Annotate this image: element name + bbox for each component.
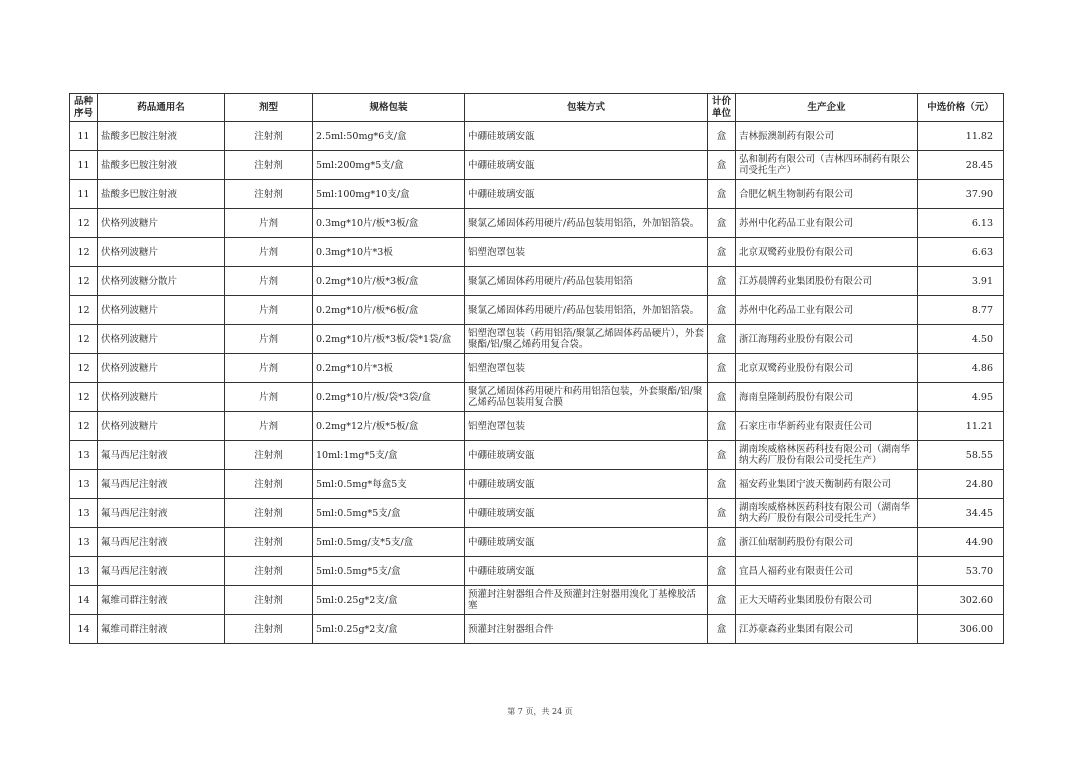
cell-spec: 5ml:0.25g*2支/盒 — [313, 586, 465, 615]
cell-price: 4.50 — [918, 325, 1004, 354]
cell-maker: 湖南埃威格林医药科技有限公司（湖南华纳大药厂股份有限公司受托生产） — [736, 499, 918, 528]
table-row — [70, 238, 1004, 267]
cell-maker: 苏州中化药品工业有限公司 — [736, 209, 918, 238]
cell-unit: 盒 — [708, 412, 736, 441]
cell-spec: 0.2mg*10片*3板 — [313, 354, 465, 383]
cell-price: 4.86 — [918, 354, 1004, 383]
cell-price: 6.13 — [918, 209, 1004, 238]
cell-id: 11 — [70, 180, 98, 209]
page-number: 第 7 页，共 24 页 — [507, 707, 573, 716]
cell-id: 12 — [70, 296, 98, 325]
cell-maker: 浙江仙琚制药股份有限公司 — [736, 528, 918, 557]
cell-maker: 江苏豪森药业集团有限公司 — [736, 615, 918, 644]
cell-pack: 聚氯乙烯固体药用硬片/药品包装用铝箔 — [465, 267, 708, 296]
cell-form: 注射剂 — [225, 615, 313, 644]
cell-unit: 盒 — [708, 470, 736, 499]
cell-spec: 5ml:0.5mg/支*5支/盒 — [313, 528, 465, 557]
cell-id: 12 — [70, 354, 98, 383]
cell-spec: 0.3mg*10片*3板 — [313, 238, 465, 267]
header-spec: 规格包装 — [313, 94, 465, 122]
cell-form: 片剂 — [225, 209, 313, 238]
cell-pack: 聚氯乙烯固体药用硬片和药用铝箔包装，外套聚酯/铝/聚乙烯药品包装用复合膜 — [465, 383, 708, 412]
cell-spec: 5ml:200mg*5支/盒 — [313, 151, 465, 180]
cell-name: 伏格列波糖片 — [98, 296, 225, 325]
cell-maker: 宜昌人福药业有限责任公司 — [736, 557, 918, 586]
cell-price: 6.63 — [918, 238, 1004, 267]
cell-name: 伏格列波糖片 — [98, 209, 225, 238]
cell-unit: 盒 — [708, 296, 736, 325]
cell-form: 注射剂 — [225, 528, 313, 557]
table-row — [70, 557, 1004, 586]
table-row — [70, 151, 1004, 180]
cell-price: 302.60 — [918, 586, 1004, 615]
header-name: 药品通用名 — [98, 94, 225, 122]
cell-pack: 铝塑泡罩包装 — [465, 354, 708, 383]
cell-pack: 铝塑泡罩包装 — [465, 238, 708, 267]
cell-id: 13 — [70, 557, 98, 586]
cell-id: 12 — [70, 383, 98, 412]
cell-spec: 0.2mg*10片/板*3板/盒 — [313, 267, 465, 296]
cell-maker: 湖南埃威格林医药科技有限公司（湖南华纳大药厂股份有限公司受托生产） — [736, 441, 918, 470]
table-row — [70, 267, 1004, 296]
table-row — [70, 499, 1004, 528]
cell-id: 11 — [70, 122, 98, 151]
table-row — [70, 209, 1004, 238]
table-row — [70, 441, 1004, 470]
cell-unit: 盒 — [708, 615, 736, 644]
header-unit: 计价单位 — [708, 94, 736, 122]
table-row — [70, 383, 1004, 412]
cell-price: 3.91 — [918, 267, 1004, 296]
cell-maker: 福安药业集团宁波天衡制药有限公司 — [736, 470, 918, 499]
cell-pack: 聚氯乙烯固体药用硬片/药品包装用铝箔，外加铝箔袋。 — [465, 296, 708, 325]
cell-price: 28.45 — [918, 151, 1004, 180]
header-id: 品种序号 — [70, 94, 98, 122]
header-form: 剂型 — [225, 94, 313, 122]
table-row — [70, 412, 1004, 441]
table-row — [70, 354, 1004, 383]
table-row — [70, 122, 1004, 151]
cell-price: 306.00 — [918, 615, 1004, 644]
cell-maker: 吉林振澳制药有限公司 — [736, 122, 918, 151]
cell-spec: 0.3mg*10片/板*3板/盒 — [313, 209, 465, 238]
cell-form: 注射剂 — [225, 151, 313, 180]
cell-pack: 铝塑泡罩包装 — [465, 412, 708, 441]
cell-name: 伏格列波糖片 — [98, 238, 225, 267]
cell-spec: 0.2mg*10片/板/袋*3袋/盒 — [313, 383, 465, 412]
cell-unit: 盒 — [708, 238, 736, 267]
cell-name: 盐酸多巴胺注射液 — [98, 151, 225, 180]
cell-id: 14 — [70, 615, 98, 644]
cell-maker: 苏州中化药品工业有限公司 — [736, 296, 918, 325]
cell-name: 伏格列波糖分散片 — [98, 267, 225, 296]
cell-unit: 盒 — [708, 325, 736, 354]
cell-spec: 5ml:100mg*10支/盒 — [313, 180, 465, 209]
cell-form: 注射剂 — [225, 499, 313, 528]
cell-price: 44.90 — [918, 528, 1004, 557]
cell-price: 11.21 — [918, 412, 1004, 441]
cell-form: 片剂 — [225, 267, 313, 296]
cell-spec: 5ml:0.25g*2支/盒 — [313, 615, 465, 644]
cell-form: 片剂 — [225, 325, 313, 354]
cell-unit: 盒 — [708, 528, 736, 557]
table-row — [70, 470, 1004, 499]
cell-spec: 5ml:0.5mg*每盒5支 — [313, 470, 465, 499]
cell-maker: 弘和制药有限公司（吉林四环制药有限公司受托生产） — [736, 151, 918, 180]
cell-form: 片剂 — [225, 383, 313, 412]
cell-maker: 石家庄市华新药业有限责任公司 — [736, 412, 918, 441]
cell-spec: 2.5ml:50mg*6支/盒 — [313, 122, 465, 151]
cell-form: 片剂 — [225, 296, 313, 325]
table-body — [70, 122, 1004, 644]
table-row — [70, 528, 1004, 557]
cell-form: 片剂 — [225, 354, 313, 383]
cell-pack: 铝塑泡罩包装（药用铝箔/聚氯乙烯固体药品硬片），外套聚酯/铝/聚乙烯药用复合袋。 — [465, 325, 708, 354]
cell-maker: 正大天晴药业集团股份有限公司 — [736, 586, 918, 615]
cell-pack: 聚氯乙烯固体药用硬片/药品包装用铝箔，外加铝箔袋。 — [465, 209, 708, 238]
cell-unit: 盒 — [708, 499, 736, 528]
cell-price: 8.77 — [918, 296, 1004, 325]
cell-id: 12 — [70, 412, 98, 441]
cell-spec: 5ml:0.5mg*5支/盒 — [313, 499, 465, 528]
cell-pack: 中硼硅玻璃安瓿 — [465, 180, 708, 209]
cell-name: 氟维司群注射液 — [98, 586, 225, 615]
cell-id: 13 — [70, 499, 98, 528]
cell-id: 13 — [70, 470, 98, 499]
cell-name: 氟马西尼注射液 — [98, 528, 225, 557]
cell-form: 注射剂 — [225, 122, 313, 151]
cell-spec: 0.2mg*10片/板*3板/袋*1袋/盒 — [313, 325, 465, 354]
cell-unit: 盒 — [708, 354, 736, 383]
cell-spec: 10ml:1mg*5支/盒 — [313, 441, 465, 470]
cell-form: 片剂 — [225, 412, 313, 441]
cell-pack: 预灌封注射器组合件及预灌封注射器用溴化丁基橡胶活塞 — [465, 586, 708, 615]
cell-maker: 北京双鹭药业股份有限公司 — [736, 238, 918, 267]
cell-unit: 盒 — [708, 586, 736, 615]
cell-unit: 盒 — [708, 383, 736, 412]
cell-unit: 盒 — [708, 151, 736, 180]
table-row — [70, 615, 1004, 644]
table-header-row — [70, 94, 1004, 122]
cell-name: 伏格列波糖片 — [98, 325, 225, 354]
cell-pack: 中硼硅玻璃安瓿 — [465, 557, 708, 586]
header-maker: 生产企业 — [736, 94, 918, 122]
cell-price: 37.90 — [918, 180, 1004, 209]
cell-maker: 浙江海翔药业股份有限公司 — [736, 325, 918, 354]
cell-unit: 盒 — [708, 267, 736, 296]
cell-maker: 北京双鹭药业股份有限公司 — [736, 354, 918, 383]
cell-name: 氟马西尼注射液 — [98, 470, 225, 499]
cell-form: 注射剂 — [225, 586, 313, 615]
cell-name: 氟马西尼注射液 — [98, 441, 225, 470]
cell-name: 氟马西尼注射液 — [98, 557, 225, 586]
cell-price: 58.55 — [918, 441, 1004, 470]
table-row — [70, 296, 1004, 325]
cell-unit: 盒 — [708, 441, 736, 470]
cell-spec: 0.2mg*12片/板*5板/盒 — [313, 412, 465, 441]
cell-id: 13 — [70, 441, 98, 470]
drug-price-table — [69, 93, 1004, 644]
cell-id: 14 — [70, 586, 98, 615]
cell-id: 12 — [70, 209, 98, 238]
cell-name: 伏格列波糖片 — [98, 383, 225, 412]
cell-name: 盐酸多巴胺注射液 — [98, 122, 225, 151]
cell-pack: 预灌封注射器组合件 — [465, 615, 708, 644]
cell-pack: 中硼硅玻璃安瓿 — [465, 528, 708, 557]
cell-name: 伏格列波糖片 — [98, 354, 225, 383]
cell-pack: 中硼硅玻璃安瓿 — [465, 441, 708, 470]
cell-id: 11 — [70, 151, 98, 180]
cell-pack: 中硼硅玻璃安瓿 — [465, 499, 708, 528]
cell-name: 氟马西尼注射液 — [98, 499, 225, 528]
cell-id: 13 — [70, 528, 98, 557]
cell-id: 12 — [70, 238, 98, 267]
cell-form: 片剂 — [225, 238, 313, 267]
header-price: 中选价格（元） — [918, 94, 1004, 122]
cell-unit: 盒 — [708, 557, 736, 586]
cell-price: 34.45 — [918, 499, 1004, 528]
cell-name: 盐酸多巴胺注射液 — [98, 180, 225, 209]
table-row — [70, 586, 1004, 615]
cell-name: 伏格列波糖片 — [98, 412, 225, 441]
cell-unit: 盒 — [708, 209, 736, 238]
cell-name: 氟维司群注射液 — [98, 615, 225, 644]
table-row — [70, 325, 1004, 354]
cell-price: 53.70 — [918, 557, 1004, 586]
cell-pack: 中硼硅玻璃安瓿 — [465, 151, 708, 180]
cell-maker: 合肥亿帆生物制药有限公司 — [736, 180, 918, 209]
header-pack: 包装方式 — [465, 94, 708, 122]
cell-form: 注射剂 — [225, 441, 313, 470]
cell-spec: 0.2mg*10片/板*6板/盒 — [313, 296, 465, 325]
cell-form: 注射剂 — [225, 470, 313, 499]
cell-unit: 盒 — [708, 180, 736, 209]
cell-maker: 江苏晨牌药业集团股份有限公司 — [736, 267, 918, 296]
cell-form: 注射剂 — [225, 180, 313, 209]
cell-maker: 海南皇隆制药股份有限公司 — [736, 383, 918, 412]
cell-id: 12 — [70, 267, 98, 296]
cell-pack: 中硼硅玻璃安瓿 — [465, 122, 708, 151]
table-row — [70, 180, 1004, 209]
cell-price: 24.80 — [918, 470, 1004, 499]
cell-pack: 中硼硅玻璃安瓿 — [465, 470, 708, 499]
cell-id: 12 — [70, 325, 98, 354]
cell-spec: 5ml:0.5mg*5支/盒 — [313, 557, 465, 586]
cell-unit: 盒 — [708, 122, 736, 151]
cell-form: 注射剂 — [225, 557, 313, 586]
cell-price: 11.82 — [918, 122, 1004, 151]
cell-price: 4.95 — [918, 383, 1004, 412]
